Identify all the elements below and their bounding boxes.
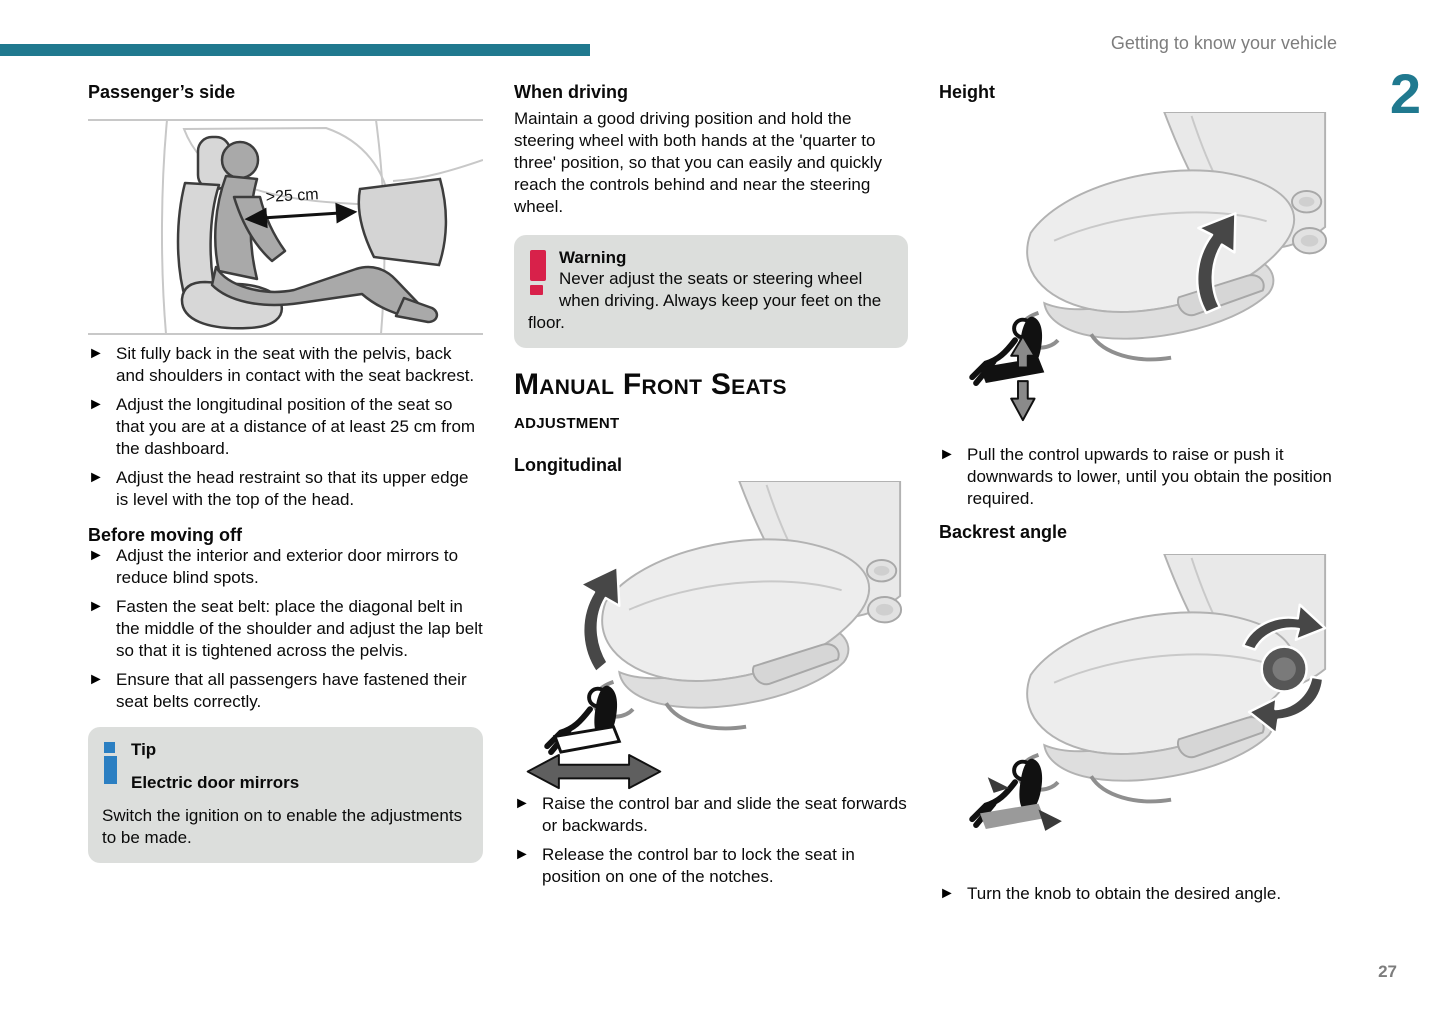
bullet-arrow-icon: ► [88,396,104,413]
heading-when-driving: When driving [514,82,628,102]
tip-box [88,727,483,863]
bullet-arrow-icon: ► [939,885,955,902]
section-subtitle-adjustment: adjustment [514,410,620,433]
tip-box-label: Tip [131,740,157,759]
backrest-pictogram [972,759,1062,831]
seat-height-illustration [939,112,1331,424]
running-header: Getting to know your vehicle [1110,33,1337,53]
tip-box-body: Switch the ignition on to enable the adjustments to be made. [102,806,463,847]
seat-longitudinal-illustration [514,481,906,793]
seat-3d [594,481,901,728]
bullet-arrow-icon: ► [88,345,104,362]
bullet-arrow-icon: ► [88,671,104,688]
slide-direction-arrow-icon [528,755,661,788]
heading-longitudinal: Longitudinal [514,455,622,475]
heading-before-moving-off: Before moving off [88,525,243,545]
distance-label: >25 cm [265,186,320,206]
height-pictogram [972,317,1044,420]
warning-icon [530,250,547,295]
list-item: ► Pull the control upwards to raise or push it downwards to lower, until you obtain the position required. [939,445,1332,508]
heading-height: Height [939,82,995,102]
lower-arrow-icon [1011,381,1034,420]
list-item: ► Raise the control bar and slide the seat forwards or backwards. [514,794,907,835]
page-content [88,82,1337,912]
longitudinal-pictogram [528,686,661,788]
before-moving-off-instructions [88,545,483,713]
seat-3d [1019,112,1326,359]
tilt-backward-arrow-icon [1038,809,1061,830]
bullet-arrow-icon: ► [514,795,530,812]
dashboard-shape [359,179,446,265]
bullet-arrow-icon: ► [514,846,530,863]
list-item: ► Sit fully back in the seat with the pelvis, back and shoulders in contact with the seat backrest. [88,344,475,385]
warning-box-body: Never adjust the seats or steering wheel when driving. Always keep your feet on the floor. [528,269,882,332]
page-number: 27 [1378,962,1397,981]
list-item: ► Release the control bar to lock the seat in position on one of the notches. [514,845,855,886]
warning-box-label: Warning [559,248,627,267]
list-item: ► Turn the knob to obtain the desired angle. [939,884,1282,903]
warning-box [514,235,908,348]
tip-box-title: Electric door mirrors [131,773,300,792]
section-title-manual-front-seats: Manual Front Seats [514,368,787,401]
bullet-arrow-icon: ► [88,547,104,564]
list-item: ► Fasten the seat belt: place the diagonal belt in the middle of the shoulder and adjust the lap belt so that it is tightened across the pelvis. [88,597,483,660]
when-driving-paragraph: Maintain a good driving position and hold the steering wheel with both hands at the 'quarter to three' position, so that you can easily and quickly reach the controls behind and near the steering wheel. [514,109,883,216]
heading-passengers-side: Passenger’s side [88,82,236,102]
chapter-number: 2 [1389,62,1421,125]
passenger-position-illustration [88,113,483,343]
longitudinal-instructions [514,793,908,888]
info-icon [104,742,118,784]
chapter-accent-bar [0,44,590,56]
bullet-arrow-icon: ► [88,469,104,486]
list-item: ► Adjust the interior and exterior door mirrors to reduce blind spots. [88,546,459,587]
left-column [88,82,483,912]
heading-backrest-angle: Backrest angle [939,522,1068,542]
list-item: ► Ensure that all passengers have fastened their seat belts correctly. [88,670,467,711]
right-column [939,82,1335,912]
height-instructions [939,444,1335,510]
passenger-side-instructions [88,343,483,511]
list-item: ► Adjust the longitudinal position of the seat so that you are at a distance of at least 25 cm from the dashboard. [88,395,476,458]
middle-column [514,82,908,912]
list-item: ► Adjust the head restraint so that its upper edge is level with the top of the head. [88,468,469,509]
backrest-instructions [939,883,1335,905]
bullet-arrow-icon: ► [88,598,104,615]
bullet-arrow-icon: ► [939,446,955,463]
seat-backrest-illustration [939,554,1331,866]
